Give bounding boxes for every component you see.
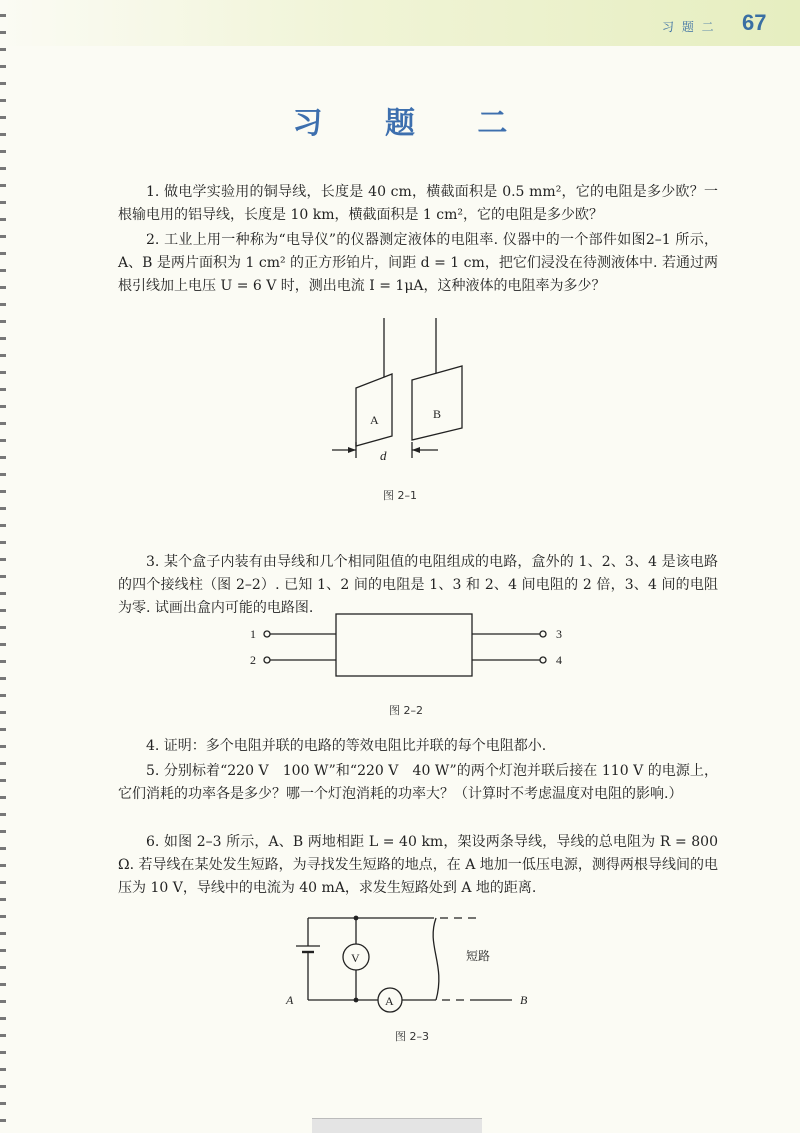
scan-bottom-tab xyxy=(312,1118,482,1133)
terminal-2-dot xyxy=(264,657,270,663)
voltmeter-label: V xyxy=(351,951,360,965)
junction-top xyxy=(354,916,359,921)
page-number: 67 xyxy=(742,10,767,35)
problem-6: 6. 如图 2–3 所示，A、B 两地相距 L = 40 km，架设两条导线，导线的总电阻为 R = 800 Ω. 若导线在某处发生短路，为寻找发生短路的地点，在 A 地加一低压电源，测得两根导线间的电压为 10 V，导线中的电流为 40 mA，求发生短路处到 A 地的距离. xyxy=(118,834,718,896)
plate-a-label: A xyxy=(370,413,379,427)
terminal-4-label: 4 xyxy=(556,653,562,667)
chapter-title: 习 题 二 xyxy=(292,106,534,141)
short-circuit-label: 短路 xyxy=(466,949,491,963)
page-binding-edge xyxy=(0,0,6,1132)
terminal-3-label: 3 xyxy=(556,627,562,641)
dim-arrow-left xyxy=(348,447,356,453)
point-b-label: B xyxy=(520,993,528,1007)
terminal-3-dot xyxy=(540,631,546,637)
junction-bottom xyxy=(354,998,359,1003)
short-circuit-path xyxy=(433,918,439,1000)
problem-5: 5. 分别标着“220 V 100 W”和“220 V 40 W”的两个灯泡并联后接在 110 V 的电源上，它们消耗的功率各是多少？哪一个灯泡消耗的功率大？（计算时不考虑温度对电阻的影响.） xyxy=(118,763,718,802)
problem-2: 2. 工业上用一种称为“电导仪”的仪器测定液体的电阻率. 仪器中的一个部件如图2–1 所示，A、B 是两片面积为 1 cm² 的正方形铂片，间距 d = 1 cm，把它们浸没在待测液体中. 若通过两根引线加上电压 U = 6 V 时，测出电流 I = 1μA，这种液体的电阻率为多少？ xyxy=(118,232,718,294)
figure-2-3-caption: 图 2–3 xyxy=(395,1030,429,1043)
problem-1: 1. 做电学实验用的铜导线，长度是 40 cm，横截面积是 0.5 mm²，它的电阻是多少欧？一根输电用的铝导线，长度是 10 km，横截面积是 1 cm²，它的电阻是多少欧？ xyxy=(118,184,718,223)
figure-2-2 xyxy=(244,610,584,680)
terminal-1-label: 1 xyxy=(250,627,256,641)
black-box xyxy=(336,614,472,676)
dim-arrow-right xyxy=(412,447,420,453)
running-header-section: 习 题 二 xyxy=(662,20,716,34)
figure-2-3 xyxy=(280,906,550,1018)
plate-b xyxy=(412,366,462,440)
problem-3: 3. 某个盒子内装有由导线和几个相同阻值的电阻组成的电路，盒外的 1、2、3、4 是该电路的四个接线柱（图 2–2）. 已知 1、2 间的电阻是 1、3 和 2、4 间电阻的 2 倍，3、4 间的电阻为零. 试画出盒内可能的电路图. xyxy=(118,554,718,616)
plate-a xyxy=(356,374,392,446)
problem-4: 4. 证明：多个电阻并联的电路的等效电阻比并联的每个电阻都小. xyxy=(146,738,547,754)
point-a-label: A xyxy=(286,993,294,1007)
figure-2-1 xyxy=(320,318,480,468)
terminal-4-dot xyxy=(540,657,546,663)
plate-b-label: B xyxy=(433,407,442,421)
terminal-1-dot xyxy=(264,631,270,637)
terminal-2-label: 2 xyxy=(250,653,256,667)
figure-2-1-caption: 图 2–1 xyxy=(383,489,417,502)
figure-2-2-caption: 图 2–2 xyxy=(389,704,423,717)
gap-label: d xyxy=(380,448,387,463)
ammeter-label: A xyxy=(385,994,394,1008)
